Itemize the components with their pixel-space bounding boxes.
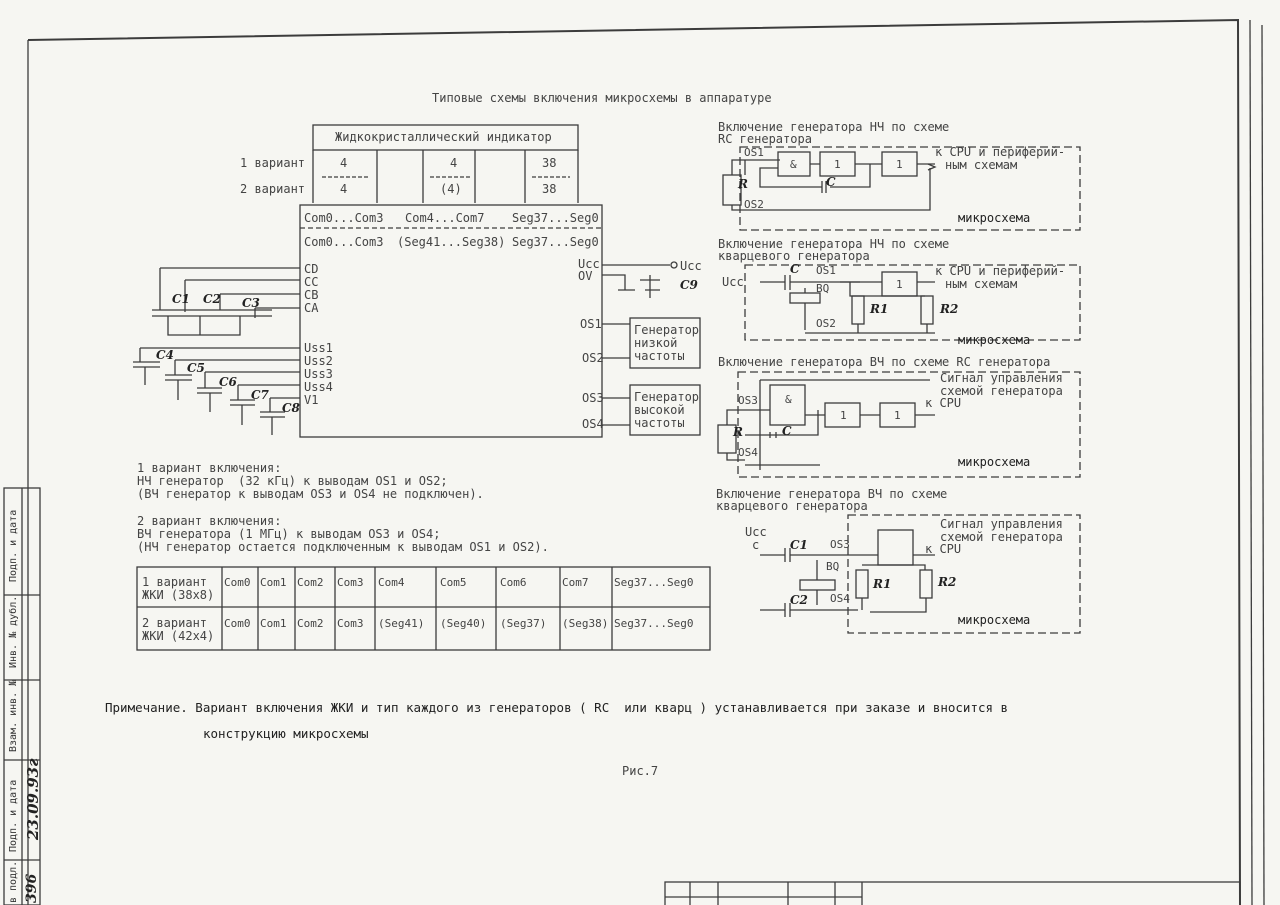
s3-control2: схемой генератора: [940, 384, 1063, 398]
stamp-f5: в подл.: [8, 860, 19, 903]
tbl-r1-c7: Com7: [562, 576, 589, 589]
v1-line2: (ВЧ генератор к выводам OS3 и OS4 не подключен).: [137, 487, 484, 501]
tbl-r1-c2: Com2: [297, 576, 324, 589]
page-title: Типовые схемы включения микросхемы в аппаратуре: [432, 91, 772, 105]
pin-ca: CA: [304, 301, 319, 315]
s3-control1: Сигнал управления: [940, 371, 1063, 385]
tbl-r2-c2: Com2: [297, 617, 324, 630]
tbl-r2-label1: 2 вариант: [142, 616, 208, 630]
s4-c-small: c: [752, 538, 760, 552]
s1-cpu1: к CPU и периферий-: [935, 145, 1066, 159]
c9-label: C9: [680, 278, 698, 292]
v1-title: 1 вариант включения:: [137, 461, 282, 475]
s3-title1: Включение генератора ВЧ по схеме RC генератора: [718, 355, 1051, 369]
pin-cd: CD: [304, 262, 319, 276]
row2-b: (Seg41...Seg38): [397, 235, 506, 249]
gen-low-1: Генератор: [634, 323, 700, 337]
cap-c4: C4: [156, 348, 174, 362]
cap-c2: C2: [203, 292, 221, 306]
s4-r2: R2: [938, 575, 957, 589]
row1-a: Com0...Com3: [304, 211, 384, 225]
stamp-f4: Подп. и дата: [8, 779, 19, 852]
gen-high-2: высокой: [634, 403, 685, 417]
ucc-ext: Ucc: [680, 259, 702, 273]
s4-cpu: к CPU: [925, 542, 962, 556]
gen-high-3: частоты: [634, 416, 685, 430]
s3-and: &: [785, 393, 792, 406]
s4-r1: R1: [873, 577, 892, 591]
s4-os4: OS4: [830, 592, 850, 605]
s4-chip: микросхема: [958, 613, 1031, 627]
tbl-r1-c1: Com1: [260, 576, 287, 589]
s4-title1: Включение генератора ВЧ по схеме: [716, 487, 948, 501]
cap-c3: C3: [242, 296, 260, 310]
lcd-header: Жидкокристаллический индикатор: [335, 130, 552, 144]
note-line2: конструкцию микросхемы: [203, 726, 369, 741]
s3-cpu: к CPU: [925, 396, 962, 410]
s3-gate1: 1: [840, 409, 847, 422]
v2-line2: (НЧ генератор остается подключенным к выводам OS1 и OS2).: [137, 540, 549, 554]
s1-gate2: 1: [896, 158, 903, 171]
tbl-r1-c5: Com5: [440, 576, 467, 589]
tbl-r2-c1: Com1: [260, 617, 287, 630]
pin-uss4: Uss4: [304, 380, 333, 394]
row2-c: Seg37...Seg0: [512, 235, 599, 249]
s1-and: &: [790, 158, 797, 171]
v2-b: (4): [440, 182, 462, 196]
s1-title2: RC генератора: [718, 132, 812, 146]
s2-cpu1: к CPU и периферий-: [935, 264, 1066, 278]
s3-c: C: [782, 424, 792, 438]
tbl-r1-label2: ЖКИ (38x8): [142, 588, 215, 602]
pin-os1: OS1: [580, 317, 602, 331]
row1-c: Seg37...Seg0: [512, 211, 599, 225]
s4-ucc: Ucc: [745, 525, 767, 539]
pin-v1: V1: [304, 393, 319, 407]
s2-r1: R1: [870, 302, 889, 316]
s3-r: R: [733, 425, 743, 439]
tbl-r2-c4: (Seg41): [378, 617, 425, 630]
tbl-r1-c4: Com4: [378, 576, 405, 589]
s2-r2: R2: [940, 302, 959, 316]
cap-c6: C6: [219, 375, 237, 389]
pin-cb: CB: [304, 288, 319, 302]
s4-control1: Сигнал управления: [940, 517, 1063, 531]
s2-gate: 1: [896, 278, 903, 291]
s3-os4: OS4: [738, 446, 758, 459]
s2-ucc: Ucc: [722, 275, 744, 289]
stamp-num: 396: [24, 873, 40, 903]
s4-c1: C1: [790, 538, 808, 552]
s4-os3: OS3: [830, 538, 850, 551]
s2-bq: BQ: [816, 282, 830, 295]
s4-c2: C2: [790, 593, 808, 607]
tbl-r2-c5: (Seg40): [440, 617, 487, 630]
v1-c: 38: [542, 156, 557, 170]
pin-uss3: Uss3: [304, 367, 333, 381]
s2-os2: OS2: [816, 317, 836, 330]
s1-os1: OS1: [744, 146, 764, 159]
cap-c8: C8: [282, 401, 300, 415]
s2-os1: OS1: [816, 264, 836, 277]
gen-high-1: Генератор: [634, 390, 700, 404]
tbl-r2-c3: Com3: [337, 617, 364, 630]
row1-b: Com4...Com7: [405, 211, 485, 225]
v2-c: 38: [542, 182, 557, 196]
gen-low-2: низкой: [634, 336, 678, 350]
row2-a: Com0...Com3: [304, 235, 384, 249]
v1-line1: НЧ генератор (32 кГц) к выводам OS1 и OS2;: [137, 474, 448, 488]
s2-title2: кварцевого генератора: [718, 249, 870, 263]
s1-chip: микросхема: [958, 211, 1031, 225]
pin-cc: CC: [304, 275, 319, 289]
pin-os4: OS4: [582, 417, 604, 431]
gen-low-3: частоты: [634, 349, 685, 363]
v1-a: 4: [340, 156, 348, 170]
stamp-date: 23.09.93г: [24, 758, 42, 840]
tbl-r1-c3: Com3: [337, 576, 364, 589]
s4-title2: кварцевого генератора: [716, 499, 868, 513]
pin-uss1: Uss1: [304, 341, 333, 355]
v2-line1: ВЧ генератора (1 МГц) к выводам OS3 и OS4;: [137, 527, 441, 541]
s2-title1: Включение генератора НЧ по схеме: [718, 237, 950, 251]
pin-os2: OS2: [582, 351, 604, 365]
s1-r: R: [738, 177, 748, 191]
s1-gate1: 1: [834, 158, 841, 171]
s2-chip: микросхема: [958, 333, 1031, 347]
cap-c7: C7: [251, 388, 269, 402]
pin-ov: OV: [578, 269, 593, 283]
pin-os3: OS3: [582, 391, 604, 405]
variant2-label: 2 вариант: [240, 182, 306, 196]
s2-c: C: [790, 262, 800, 276]
v2-a: 4: [340, 182, 348, 196]
s4-bq: BQ: [826, 560, 840, 573]
pin-uss2: Uss2: [304, 354, 333, 368]
stamp-f3: Взам. инв. №: [8, 679, 19, 752]
tbl-r2-label2: ЖКИ (42x4): [142, 629, 215, 643]
s1-cpu2: ным схемам: [945, 158, 1018, 172]
cap-c1: C1: [172, 292, 190, 306]
s4-control2: схемой генератора: [940, 530, 1063, 544]
tbl-r1-c0: Com0: [224, 576, 251, 589]
tbl-r2-c8: Seg37...Seg0: [614, 617, 694, 630]
s3-gate2: 1: [894, 409, 901, 422]
tbl-r1-c8: Seg37...Seg0: [614, 576, 694, 589]
variant1-label: 1 вариант: [240, 156, 306, 170]
v2-title: 2 вариант включения:: [137, 514, 282, 528]
s1-title1: Включение генератора НЧ по схеме: [718, 120, 950, 134]
s2-cpu2: ным схемам: [945, 277, 1018, 291]
figure-label: Рис.7: [622, 764, 659, 778]
tbl-r1-label1: 1 вариант: [142, 575, 208, 589]
pin-ucc: Ucc: [578, 257, 600, 271]
tbl-r1-c6: Com6: [500, 576, 527, 589]
stamp-f2: Инв. № дубл.: [8, 595, 19, 668]
tbl-r2-c6: (Seg37): [500, 617, 547, 630]
s3-chip: микросхема: [958, 455, 1031, 469]
note-line1: Примечание. Вариант включения ЖКИ и тип каждого из генераторов ( RC или кварц ) устанавливается при заказе и вносится в: [105, 700, 1009, 715]
v1-b: 4: [450, 156, 458, 170]
stamp-f1: Подп. и дата: [8, 509, 19, 582]
cap-c5: C5: [187, 361, 205, 375]
tbl-r2-c7: (Seg38): [562, 617, 609, 630]
s3-os3: OS3: [738, 394, 758, 407]
s1-os2: OS2: [744, 198, 764, 211]
tbl-r2-c0: Com0: [224, 617, 251, 630]
s1-c: C: [826, 175, 836, 189]
